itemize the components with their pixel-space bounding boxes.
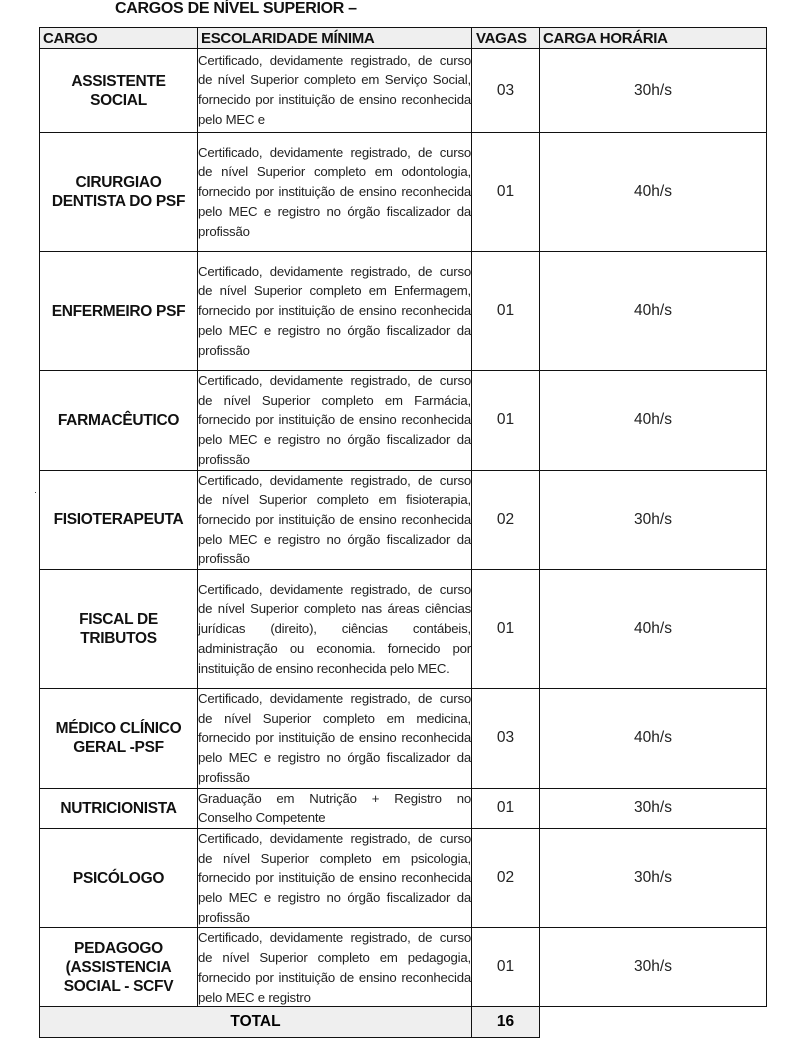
table-row [40,828,767,928]
table-row [40,928,767,1007]
escolaridade-cell [198,689,472,789]
vagas-cell: 01 [472,928,540,1007]
cargo-cell: PSICÓLOGO [40,828,198,928]
escolaridade-cell [198,828,472,928]
vagas-cell: 01 [472,252,540,371]
vagas-cell: 02 [472,828,540,928]
vagas-cell: 01 [472,570,540,689]
cargo-cell: NUTRICIONISTA [40,788,198,828]
escolaridade-cell [198,252,472,371]
table-row [40,689,767,789]
escolaridade-text: Certificado, devidamente registrado, de curso de nível Superior completo em medicina, fornecido por instituição de ensino reconhecida pelo MEC e registro no órgão fiscalizador da profissão [198,691,471,785]
table-row [40,570,767,689]
escolaridade-text: Certificado, devidamente registrado, de curso de nível Superior completo em Enfermagem, fornecido por instituição de ensino reconhecida pelo MEC e registro no órgão fiscalizador da profissão [198,263,471,358]
vagas-cell: 03 [472,689,540,789]
table-row [40,49,767,133]
cargo-label: ASSISTENTE SOCIAL [71,72,166,109]
escolaridade-cell [198,371,472,471]
section-title: CARGOS DE NÍVEL SUPERIOR – [115,0,357,17]
cargo-cell [40,689,198,789]
escolaridade-cell [198,133,472,252]
carga-horaria-cell: 40h/s [540,689,767,789]
table-row [40,788,767,828]
carga-horaria-cell: 30h/s [540,470,767,570]
escolaridade-text: Certificado, devidamente registrado, de curso de nível Superior completo em pedagogia, fornecido por instituição de ensino reconhecida pelo MEC e registro [198,930,471,1005]
carga-horaria-cell: 40h/s [540,570,767,689]
cargo-cell [40,49,198,133]
cargo-cell [40,928,198,1007]
positions-table [39,27,767,1038]
escolaridade-cell [198,928,472,1007]
header-cargo: CARGO [40,28,198,49]
carga-horaria-cell: 30h/s [540,928,767,1007]
vagas-cell: 02 [472,470,540,570]
header-vagas: VAGAS [472,28,540,49]
stray-mark [35,492,36,493]
escolaridade-text: Certificado, devidamente registrado, de curso de nível Superior completo em fisioterapia, fornecido por instituição de ensino reconhecida pelo MEC e registro no órgão fiscalizador da profissão [198,472,471,567]
cargo-label: PEDAGOGO (ASSISTENCIA SOCIAL - SCFV [63,939,174,995]
table-row [40,371,767,471]
carga-horaria-cell: 40h/s [540,252,767,371]
cargo-cell [40,133,198,252]
carga-horaria-cell: 40h/s [540,133,767,252]
escolaridade-text: Graduação em Nutrição + Registro no Conselho Competente [198,790,471,826]
vagas-cell: 01 [472,133,540,252]
cargo-cell: ENFERMEIRO PSF [40,252,198,371]
escolaridade-text: Certificado, devidamente registrado, de curso de nível Superior completo em Serviço Social, fornecido por instituição de ensino reconhecida pelo MEC e [198,52,471,127]
cargo-cell: FARMACÊUTICO [40,371,198,471]
vagas-cell: 01 [472,371,540,471]
header-carga-horaria: CARGA HORÁRIA [540,28,767,49]
escolaridade-text: Certificado, devidamente registrado, de curso de nível Superior completo em odontologia, fornecido por instituição de ensino reconhecida pelo MEC e registro no órgão fiscalizador da profissão [198,144,471,239]
total-value: 16 [472,1007,540,1038]
escolaridade-cell [198,470,472,570]
carga-horaria-cell: 30h/s [540,788,767,828]
cargo-cell [40,570,198,689]
escolaridade-text: Certificado, devidamente registrado, de curso de nível Superior completo em psicologia, fornecido por instituição de ensino reconhecida pelo MEC e registro no órgão fiscalizador da profissão [198,830,471,925]
escolaridade-text: Certificado, devidamente registrado, de curso de nível Superior completo nas áreas ciências jurídicas (direito), ciências contábeis, administração ou economia. fornecido por instituição de ensino reconhecida pelo MEC. [198,581,471,676]
escolaridade-cell [198,49,472,133]
cargo-cell: FISIOTERAPEUTA [40,470,198,570]
carga-horaria-cell: 30h/s [540,828,767,928]
escolaridade-cell [198,788,472,828]
carga-horaria-cell: 30h/s [540,49,767,133]
table-row [40,252,767,371]
cargo-label: MÉDICO CLÍNICO GERAL -PSF [55,720,182,757]
total-label: TOTAL [40,1007,472,1038]
total-empty-cell [540,1007,767,1038]
cargo-label: FISCAL DE TRIBUTOS [79,611,158,648]
carga-horaria-cell: 40h/s [540,371,767,471]
table-header-row [40,28,767,49]
vagas-cell: 03 [472,49,540,133]
table-row [40,133,767,252]
escolaridade-text: Certificado, devidamente registrado, de curso de nível Superior completo em Farmácia, fornecido por instituição de ensino reconhecida pelo MEC e registro no órgão fiscalizador da profissão [198,373,471,467]
table-row [40,470,767,570]
total-row [40,1007,767,1038]
header-escolaridade: ESCOLARIDADE MÍNIMA [198,28,472,49]
escolaridade-cell [198,570,472,689]
vagas-cell: 01 [472,788,540,828]
cargo-label: CIRURGIAO DENTISTA DO PSF [51,174,186,210]
